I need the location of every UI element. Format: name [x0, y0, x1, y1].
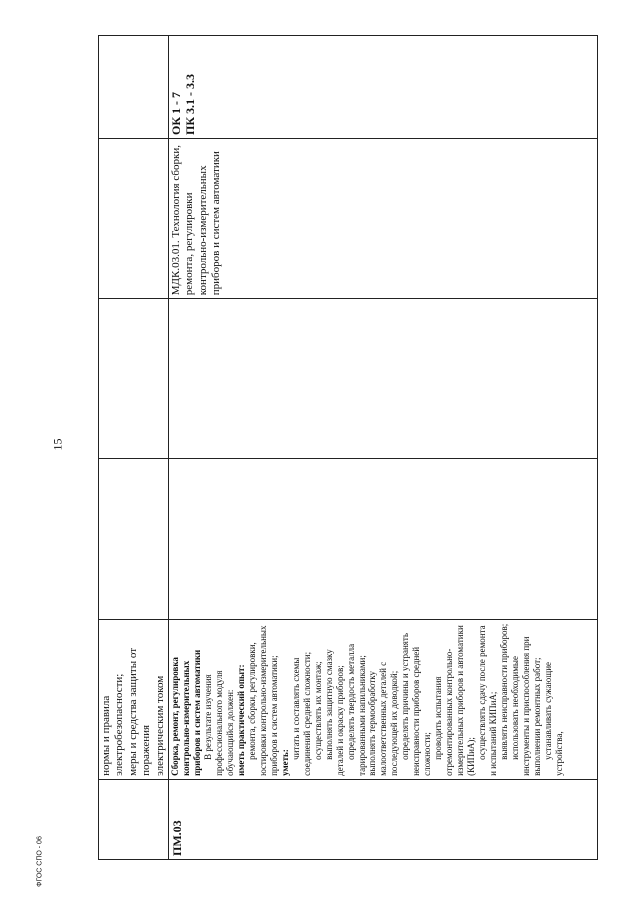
- prev-line: меры и средства защиты от поражения: [126, 647, 153, 776]
- curriculum-table: [98, 35, 598, 860]
- code-cell-empty: [99, 779, 169, 859]
- prev-line: нормы и правила электробезопасности;: [100, 673, 126, 776]
- skill-item: осуществлять сдачу после ремонта и испытаний КИПиА;: [477, 625, 499, 776]
- skill-item: осуществлять их монтаж;: [312, 661, 323, 760]
- module-title: Сборка, ремонт, регулировка контрольно-измерительных приборов и систем автоматики: [170, 649, 202, 776]
- skill-item: определять причины и устранять неисправности приборов средней сложности;: [400, 633, 433, 776]
- prev-line: электрическим током: [153, 675, 166, 776]
- skills-heading: уметь:: [279, 749, 290, 776]
- description-cell: [169, 619, 598, 779]
- module-intro: В результате изучения профессионального модуля обучающийся должен:: [202, 670, 235, 776]
- skill-item: выявлять неисправности приборов;: [499, 623, 510, 760]
- skill-item: использовать необходимые инструменты и приспособления при выполнении ремонтных работ;: [510, 636, 542, 776]
- table-row-previous: [99, 36, 169, 860]
- experience-text: ремонта, сборки, регулировки, юстировки контрольно-измерительных приборов и систем автоматики;: [246, 625, 279, 776]
- hours-cell-empty: [169, 299, 598, 459]
- rotated-table-page: [98, 35, 598, 860]
- skill-item: читать и составлять схемы соединений средней сложности;: [290, 651, 312, 776]
- module-code: ПМ.03: [169, 779, 598, 859]
- footer-mark: ФГОС СПО - 06: [36, 836, 44, 887]
- competence-professional: ПК 3.1 - 3.3: [182, 73, 197, 136]
- experience-heading: иметь практический опыт:: [235, 664, 246, 776]
- hours-cell-empty: [169, 459, 598, 619]
- competence-cell: [169, 36, 598, 139]
- skill-item: проводить испытания отремонтированных контрольно-измерительных приборов и автоматики (КИПиА);: [433, 625, 477, 776]
- mdk-cell: МДК.03.01. Технология сборки, ремонта, регулировки контрольно-измерительных приборов и систем автоматики: [169, 139, 598, 299]
- skill-item: устанавливать сужающие устройства,: [542, 661, 564, 776]
- hours-cell-empty: [99, 299, 169, 459]
- skill-item: выполнять защитную смазку деталей и окраску приборов;: [323, 649, 345, 776]
- skill-item: определять твердость металла тарированными напильниками; выполнять термообработку малоответственных деталей с последующей их доводкой;: [345, 643, 400, 776]
- competence-general: ОК 1 - 7: [169, 91, 184, 136]
- hours-cell-empty: [99, 459, 169, 619]
- competence-cell-empty: [99, 36, 169, 139]
- page-number: 15: [50, 438, 65, 451]
- mdk-cell-empty: [99, 139, 169, 299]
- description-cell-previous: [99, 619, 169, 779]
- table-row-pm03: [169, 36, 598, 860]
